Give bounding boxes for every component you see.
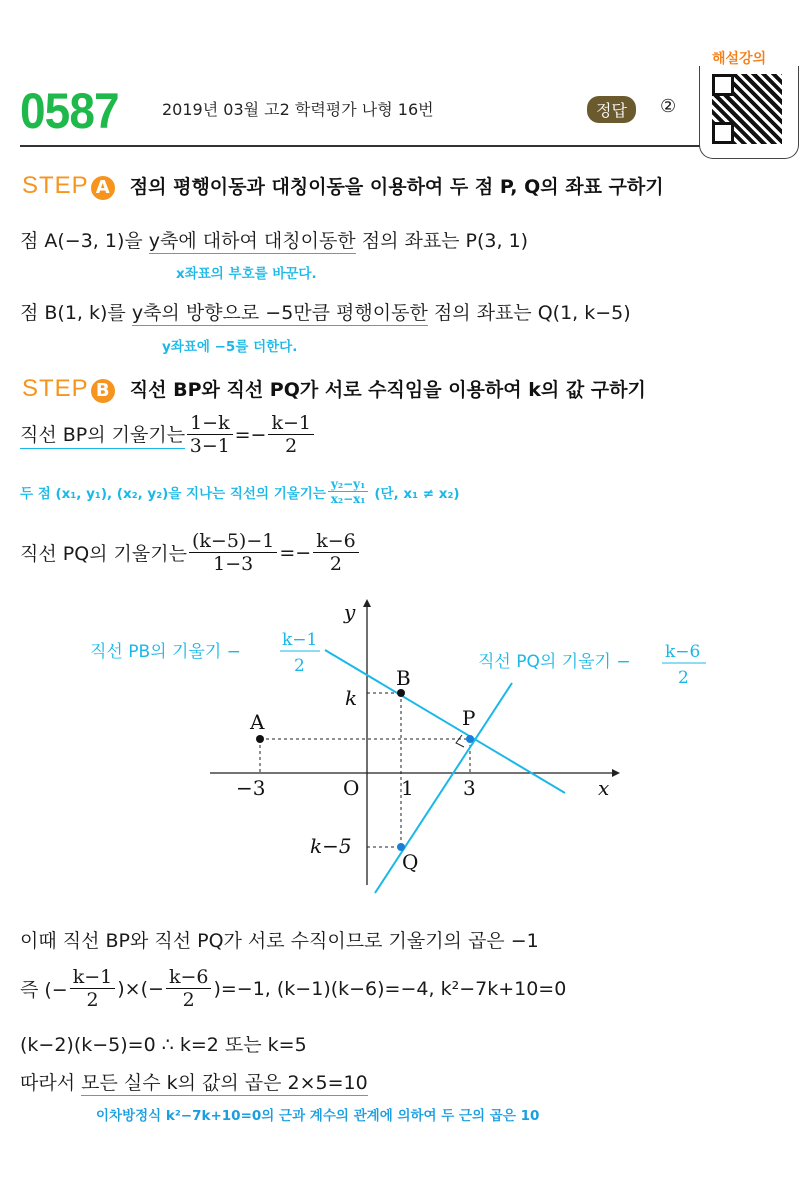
conclusion-line3: (k−2)(k−5)=0 ∴ k=2 또는 k=5 <box>20 1034 307 1056</box>
y-arrow-icon <box>363 599 371 607</box>
text: 직선 PQ의 기울기는 <box>20 543 187 565</box>
step-title: 점의 평행이동과 대칭이동을 이용하여 두 점 P, Q의 좌표 구하기 <box>129 176 664 198</box>
tick-y: k <box>345 686 358 710</box>
underlined-text: y축의 방향으로 −5만큼 평행이동한 <box>131 302 428 324</box>
step-a-heading <box>22 172 664 200</box>
fraction <box>70 966 116 1011</box>
denominator: 2 <box>86 989 99 1011</box>
bp-slope <box>20 412 316 457</box>
denominator: 2 <box>678 668 689 688</box>
text: 직선 BP의 기울기는 <box>20 420 185 449</box>
tick-x: 1 <box>401 776 414 800</box>
answer-badge: 정답 <box>587 96 636 123</box>
pb-slope-label: 직선 PB의 기울기 − <box>90 642 241 662</box>
line-pq <box>375 683 512 893</box>
label-q: Q <box>402 850 419 874</box>
pq-slope <box>20 530 361 575</box>
step-letter: A <box>91 176 115 200</box>
divider <box>20 145 700 147</box>
conclusion-line2 <box>20 966 566 1011</box>
label-b: B <box>396 666 411 690</box>
text: )×(− <box>117 977 164 1000</box>
denominator: 1−3 <box>213 553 254 575</box>
pq-slope-label: 직선 PQ의 기울기 − <box>478 652 631 672</box>
text: 점 B(1, k)를 <box>20 302 132 324</box>
x-arrow-icon <box>612 769 620 777</box>
y-label: y <box>344 600 356 624</box>
vieta-note: 이차방정식 k²−7k+10=0의 근과 계수의 관계에 의하여 두 근의 곱은 10 <box>96 1108 540 1124</box>
numerator: k−6 <box>313 530 359 553</box>
label-a: A <box>250 710 265 734</box>
numerator: k−6 <box>665 642 701 662</box>
origin-label: O <box>343 776 360 800</box>
point-p <box>466 735 474 743</box>
tick-y: k−5 <box>310 834 352 858</box>
denominator: 2 <box>285 435 298 457</box>
numerator: 1−k <box>187 412 233 435</box>
text: 점 A(−3, 1)을 <box>20 230 149 252</box>
text: 점의 좌표는 Q(1, k−5) <box>427 302 631 324</box>
text: =− <box>279 541 312 564</box>
text: 따라서 <box>20 1072 82 1094</box>
tick-x: −3 <box>236 776 266 800</box>
step-label: STEP <box>22 375 89 402</box>
underlined-text: y축에 대하여 대칭이동한 <box>148 230 356 252</box>
answer-value: ② <box>660 96 677 117</box>
slope-formula-note <box>20 477 460 506</box>
underlined-text: 모든 실수 k의 값의 곱은 2×5=10 <box>81 1072 368 1094</box>
step-letter: B <box>91 379 115 403</box>
note: x좌표의 부호를 바꾼다. <box>176 266 317 282</box>
text: 두 점 (x₁, y₁), (x₂, y₂)을 지나는 직선의 기울기는 <box>20 485 326 502</box>
fraction <box>328 477 369 506</box>
denominator: 2 <box>294 656 305 676</box>
x-label: x <box>598 776 610 800</box>
problem-source: 2019년 03월 고2 학력평가 나형 16번 <box>162 100 434 119</box>
text: 즉 (− <box>20 979 68 1001</box>
step-b-heading <box>22 375 646 403</box>
problem-number: 0587 <box>20 83 119 139</box>
numerator: k−1 <box>70 966 116 989</box>
fraction <box>268 412 314 457</box>
point-b <box>397 689 405 697</box>
numerator: y₂−y₁ <box>328 477 369 492</box>
step-label: STEP <box>22 172 89 199</box>
qr-code[interactable] <box>712 74 782 144</box>
fraction <box>166 966 212 1011</box>
text: (단, x₁ ≠ x₂) <box>374 485 460 502</box>
step-title: 직선 BP와 직선 PQ가 서로 수직임을 이용하여 k의 값 구하기 <box>129 379 646 401</box>
denominator: 3−1 <box>189 435 230 457</box>
coordinate-graph <box>0 595 812 895</box>
numerator: k−6 <box>166 966 212 989</box>
numerator: k−1 <box>282 630 318 650</box>
text: )=−1, (k−1)(k−6)=−4, k²−7k+10=0 <box>213 977 567 1000</box>
step-a-line2 <box>20 298 631 325</box>
denominator: x₂−x₁ <box>330 492 366 506</box>
fraction <box>187 412 233 457</box>
numerator: k−1 <box>268 412 314 435</box>
numerator: (k−5)−1 <box>189 530 277 553</box>
tick-x: 3 <box>463 776 476 800</box>
denominator: 2 <box>182 989 195 1011</box>
fraction <box>189 530 277 575</box>
right-angle-mark <box>456 735 464 747</box>
fraction <box>313 530 359 575</box>
text: 점의 좌표는 P(3, 1) <box>355 230 529 252</box>
text: =− <box>234 423 267 446</box>
point-a <box>256 735 264 743</box>
conclusion-line1: 이때 직선 BP와 직선 PQ가 서로 수직이므로 기울기의 곱은 −1 <box>20 930 539 952</box>
note: y좌표에 −5를 더한다. <box>162 339 298 355</box>
label-p: P <box>462 706 476 730</box>
denominator: 2 <box>329 553 342 575</box>
step-a-line1 <box>20 226 528 253</box>
lecture-label: 해설강의 <box>712 51 767 67</box>
conclusion-line4 <box>20 1068 368 1095</box>
